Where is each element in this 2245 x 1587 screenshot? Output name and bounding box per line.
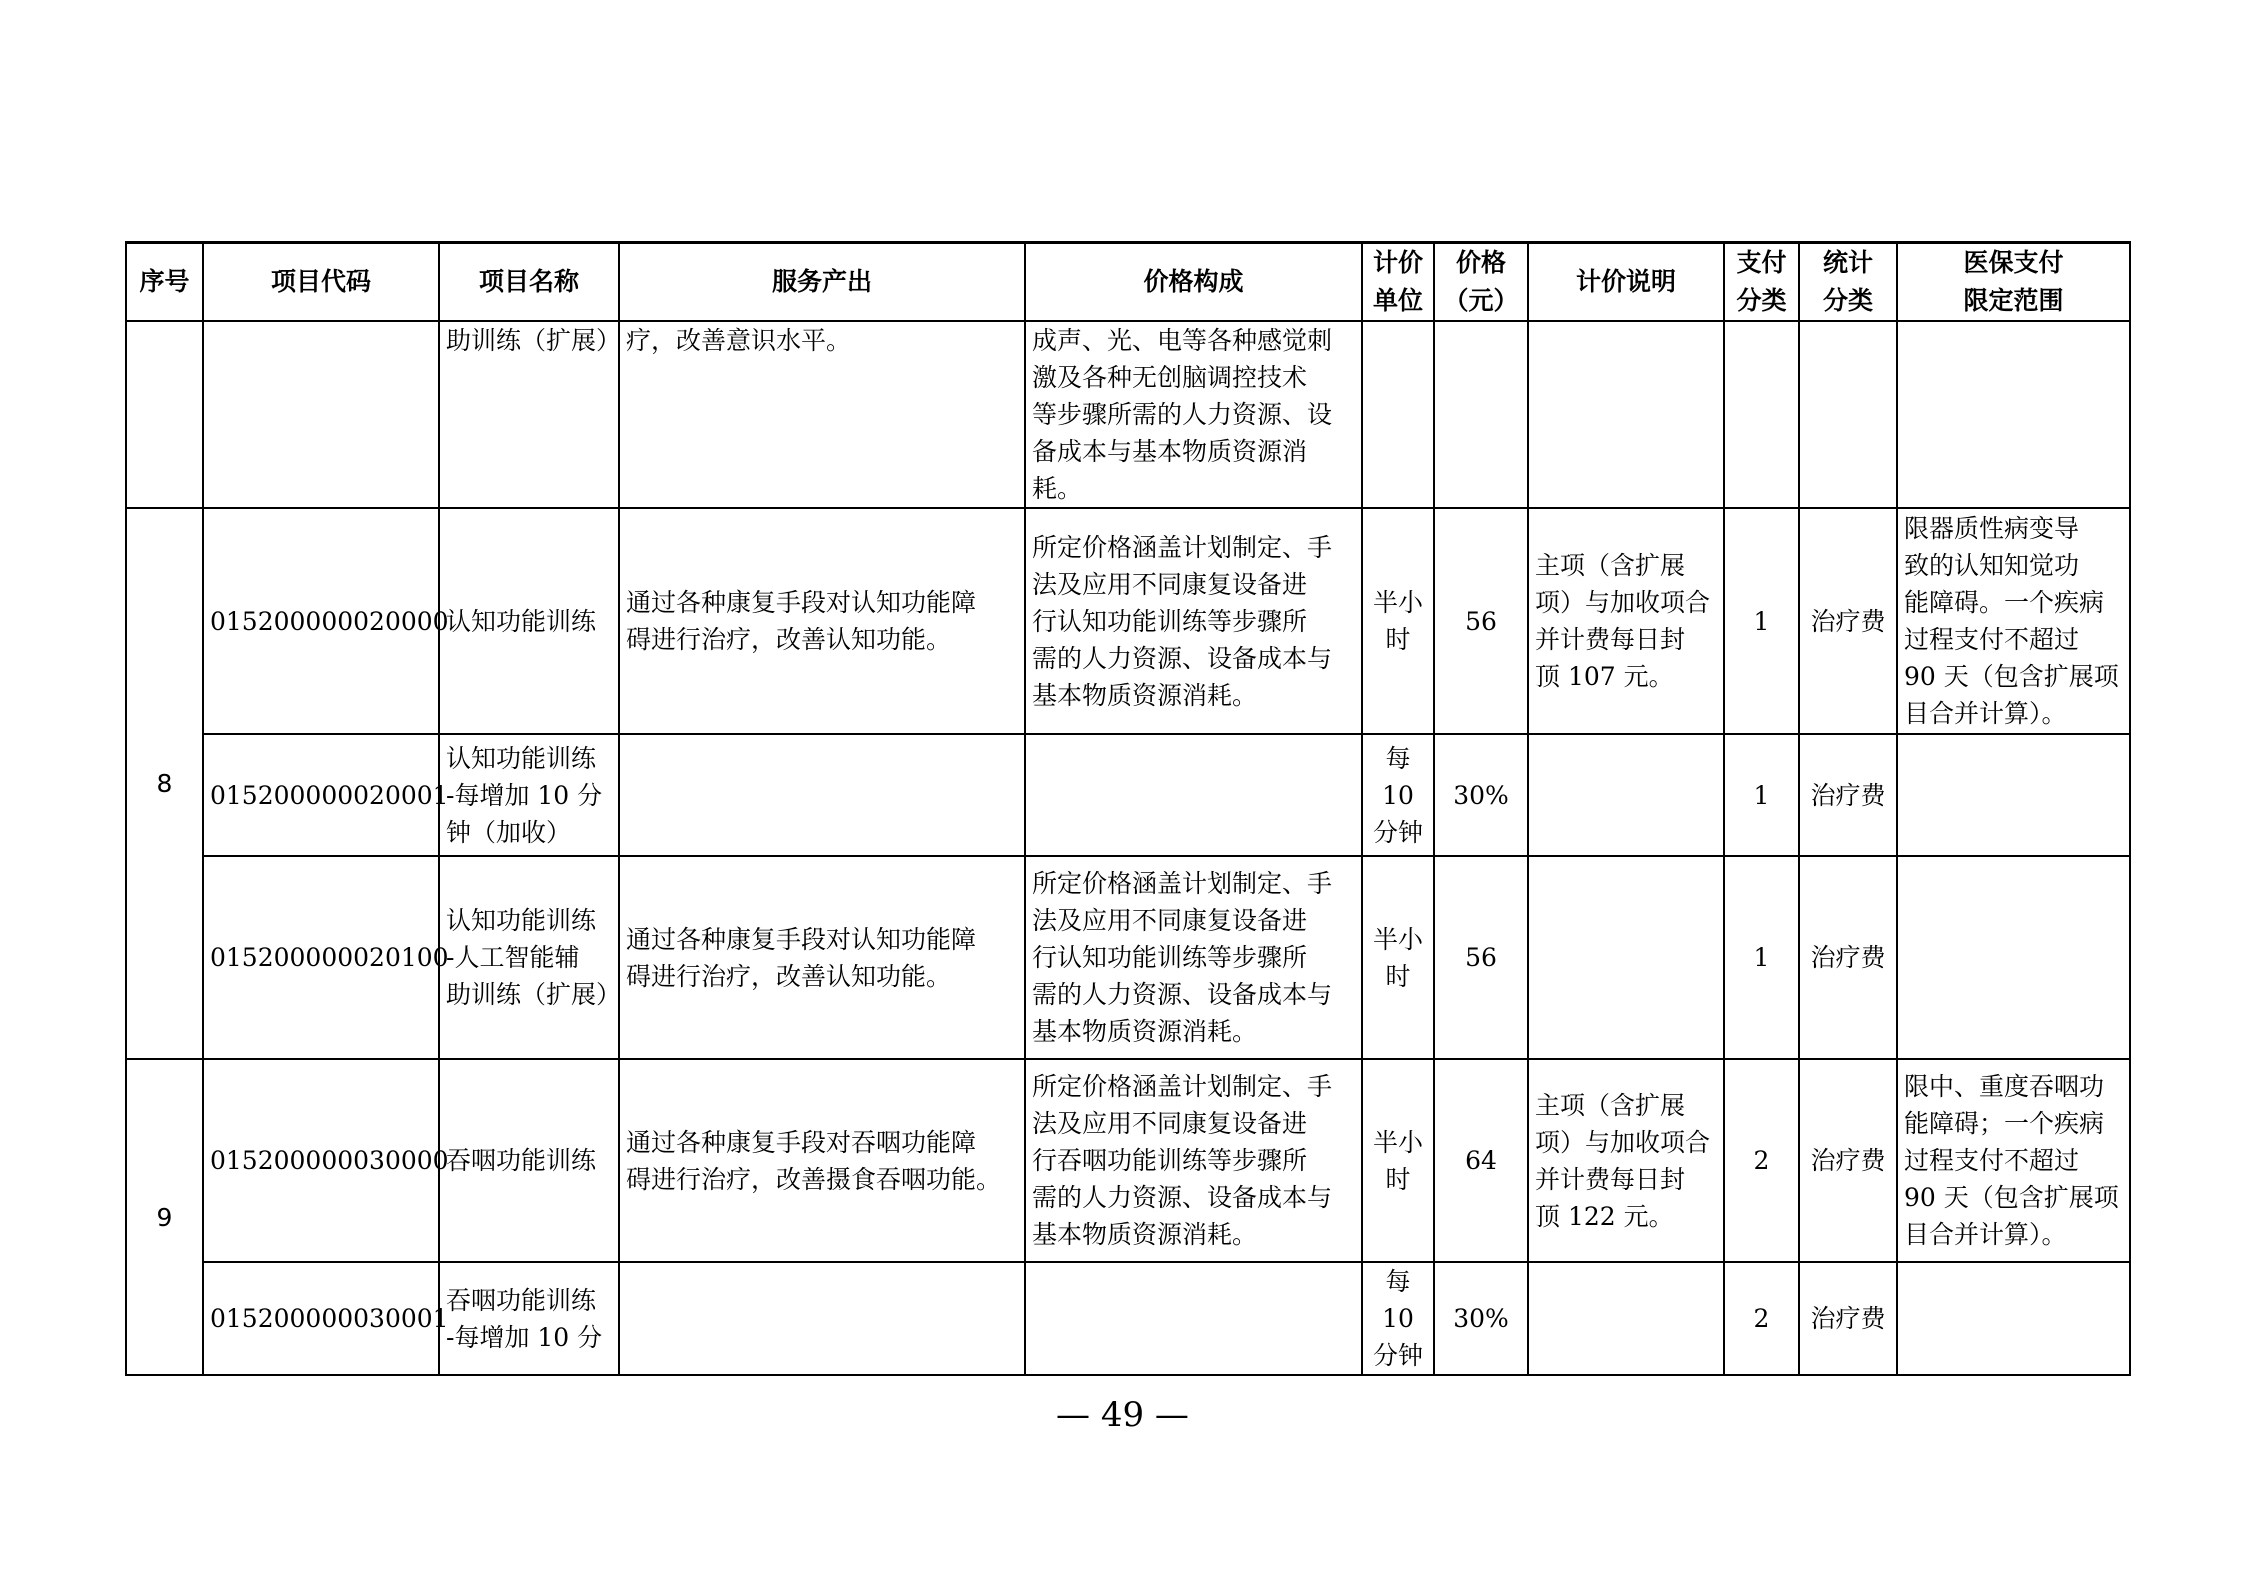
cell-stat-class: 治疗费	[1799, 1262, 1897, 1375]
header-price: 价格 （元）	[1434, 243, 1528, 322]
cell-pay-class: 2	[1724, 1059, 1799, 1262]
cell-output	[619, 734, 1025, 856]
cell-stat-class: 治疗费	[1799, 734, 1897, 856]
table-row	[126, 321, 2130, 508]
cell-price: 64	[1434, 1059, 1528, 1262]
cell-pay-class	[1724, 321, 1799, 508]
cell-composition: 所定价格涵盖计划制定、手 法及应用不同康复设备进 行认知功能训练等步骤所 需的人力资源、设备成本与 基本物质资源消耗。	[1025, 508, 1362, 734]
cell-code: 015200000020100	[203, 856, 439, 1059]
cell-composition: 所定价格涵盖计划制定、手 法及应用不同康复设备进 行吞咽功能训练等步骤所 需的人力资源、设备成本与 基本物质资源消耗。	[1025, 1059, 1362, 1262]
table-row	[126, 856, 2130, 1059]
cell-price: 30%	[1434, 1262, 1528, 1375]
cell-unit: 每 10 分钟	[1362, 734, 1434, 856]
cell-pay-class: 1	[1724, 856, 1799, 1059]
cell-composition: 所定价格涵盖计划制定、手 法及应用不同康复设备进 行认知功能训练等步骤所 需的人力资源、设备成本与 基本物质资源消耗。	[1025, 856, 1362, 1059]
table-header-row	[126, 243, 2130, 322]
cell-seq: 8	[126, 508, 203, 1059]
cell-insurance: 限器质性病变导 致的认知知觉功 能障碍。一个疾病 过程支付不超过 90 天（包含扩展项 目合并计算）。	[1897, 508, 2130, 734]
cell-name: 认知功能训练	[439, 508, 619, 734]
table-row	[126, 734, 2130, 856]
cell-composition	[1025, 1262, 1362, 1375]
header-name: 项目名称	[439, 243, 619, 322]
cell-price: 56	[1434, 856, 1528, 1059]
cell-note: 主项（含扩展 项）与加收项合 并计费每日封 顶 107 元。	[1528, 508, 1724, 734]
cell-note	[1528, 856, 1724, 1059]
cell-output: 通过各种康复手段对认知功能障 碍进行治疗，改善认知功能。	[619, 856, 1025, 1059]
cell-note	[1528, 734, 1724, 856]
cell-note	[1528, 1262, 1724, 1375]
table-row	[126, 508, 2130, 734]
header-composition: 价格构成	[1025, 243, 1362, 322]
cell-price	[1434, 321, 1528, 508]
cell-composition: 成声、光、电等各种感觉刺 激及各种无创脑调控技术 等步骤所需的人力资源、设 备成本与基本物质资源消 耗。	[1025, 321, 1362, 508]
cell-insurance	[1897, 1262, 2130, 1375]
pricing-table	[125, 241, 2131, 1376]
cell-composition	[1025, 734, 1362, 856]
cell-price: 30%	[1434, 734, 1528, 856]
cell-name: 认知功能训练 -每增加 10 分 钟（加收）	[439, 734, 619, 856]
cell-unit: 每 10 分钟	[1362, 1262, 1434, 1375]
cell-name: 助训练（扩展）	[439, 321, 619, 508]
cell-code: 015200000030001	[203, 1262, 439, 1375]
cell-pay-class: 1	[1724, 734, 1799, 856]
cell-name: 吞咽功能训练 -每增加 10 分	[439, 1262, 619, 1375]
cell-note	[1528, 321, 1724, 508]
cell-insurance: 限中、重度吞咽功 能障碍；一个疾病 过程支付不超过 90 天（包含扩展项 目合并计算）。	[1897, 1059, 2130, 1262]
header-code: 项目代码	[203, 243, 439, 322]
header-insurance: 医保支付 限定范围	[1897, 243, 2130, 322]
cell-stat-class: 治疗费	[1799, 1059, 1897, 1262]
cell-insurance	[1897, 734, 2130, 856]
cell-unit: 半小 时	[1362, 856, 1434, 1059]
cell-stat-class: 治疗费	[1799, 508, 1897, 734]
cell-code: 015200000030000	[203, 1059, 439, 1262]
cell-unit	[1362, 321, 1434, 508]
cell-insurance	[1897, 321, 2130, 508]
cell-output: 疗，改善意识水平。	[619, 321, 1025, 508]
header-output: 服务产出	[619, 243, 1025, 322]
cell-seq: 9	[126, 1059, 203, 1375]
page-number: — 49 —	[1056, 1395, 1189, 1435]
cell-unit: 半小 时	[1362, 1059, 1434, 1262]
cell-name: 认知功能训练 -人工智能辅 助训练（扩展）	[439, 856, 619, 1059]
header-seq: 序号	[126, 243, 203, 322]
cell-pay-class: 2	[1724, 1262, 1799, 1375]
cell-seq	[126, 321, 203, 508]
table-row	[126, 1262, 2130, 1375]
cell-note: 主项（含扩展 项）与加收项合 并计费每日封 顶 122 元。	[1528, 1059, 1724, 1262]
header-note: 计价说明	[1528, 243, 1724, 322]
header-stat-class: 统计 分类	[1799, 243, 1897, 322]
cell-pay-class: 1	[1724, 508, 1799, 734]
cell-code: 015200000020001	[203, 734, 439, 856]
cell-output: 通过各种康复手段对吞咽功能障 碍进行治疗，改善摄食吞咽功能。	[619, 1059, 1025, 1262]
cell-unit: 半小 时	[1362, 508, 1434, 734]
cell-code: 015200000020000	[203, 508, 439, 734]
header-unit: 计价 单位	[1362, 243, 1434, 322]
cell-stat-class: 治疗费	[1799, 856, 1897, 1059]
cell-stat-class	[1799, 321, 1897, 508]
cell-output: 通过各种康复手段对认知功能障 碍进行治疗，改善认知功能。	[619, 508, 1025, 734]
cell-code	[203, 321, 439, 508]
header-pay-class: 支付 分类	[1724, 243, 1799, 322]
cell-insurance	[1897, 856, 2130, 1059]
cell-name: 吞咽功能训练	[439, 1059, 619, 1262]
cell-price: 56	[1434, 508, 1528, 734]
cell-output	[619, 1262, 1025, 1375]
table-row	[126, 1059, 2130, 1262]
